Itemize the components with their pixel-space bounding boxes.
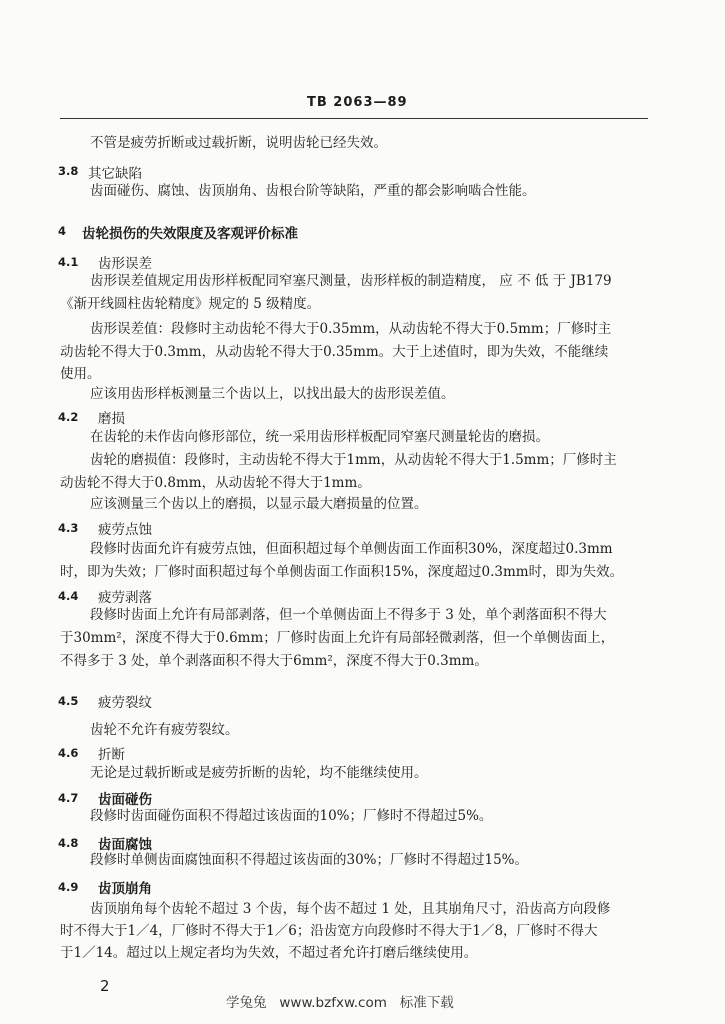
paragraph-line: 不得多于 3 处，单个剥落面积不得大于6mm²，深度不得大于0.3mm。 — [60, 653, 488, 669]
section-title: 磨损 — [98, 411, 125, 427]
section-title: 疲劳剥落 — [98, 590, 152, 606]
paragraph-line: 段修时齿面上允许有局部剥落，但一个单侧齿面上不得多于 3 处，单个剥落面积不得大 — [90, 607, 607, 623]
section-number: 3.8 — [58, 164, 79, 178]
paragraph-line: 《渐开线圆柱齿轮精度》规定的 5 级精度。 — [60, 296, 321, 312]
paragraph-line: 齿形误差值规定用齿形样板配同窄塞尺测量，齿形样板的制造精度， 应 不 低 于 JB179 — [90, 273, 612, 289]
paragraph-line: 应该用齿形样板测量三个齿以上，以找出最大的齿形误差值。 — [90, 386, 455, 402]
section-title: 齿顶崩角 — [98, 881, 152, 897]
paragraph-line: 无论是过载折断或是疲劳折断的齿轮，均不能继续使用。 — [90, 765, 428, 781]
paragraph-line: 段修时齿面碰伤面积不得超过该齿面的10%；厂修时不得超过5%。 — [90, 808, 493, 824]
paragraph-line: 段修时单侧齿面腐蚀面积不得超过该齿面的30%；厂修时不得超过15%。 — [90, 852, 529, 868]
paragraph-line: 动齿轮不得大于0.3mm，从动齿轮不得大于0.35mm。大于上述值时，即为失效，不能继续 — [60, 344, 609, 360]
section-title: 齿面腐蚀 — [98, 837, 152, 853]
section-title: 疲劳点蚀 — [98, 522, 152, 538]
section-title: 折断 — [98, 747, 125, 763]
section-title: 疲劳裂纹 — [98, 695, 152, 711]
document-number-header: TB 2063—89 — [307, 95, 408, 110]
paragraph-line: 齿轮不允许有疲劳裂纹。 — [90, 722, 239, 738]
section-number: 4.2 — [58, 410, 79, 424]
paragraph-line: 在齿轮的未作齿向修形部位，统一采用齿形样板配同窄塞尺测量轮齿的磨损。 — [90, 429, 549, 445]
paragraph-line: 齿轮的磨损值：段修时，主动齿轮不得大于1mm，从动齿轮不得大于1.5mm；厂修时主 — [90, 452, 617, 468]
paragraph-line: 动齿轮不得大于0.8mm，从动齿轮不得大于1mm。 — [60, 475, 371, 491]
section-number: 4.4 — [58, 589, 79, 603]
section-number: 4.7 — [58, 791, 79, 805]
section-number: 4.6 — [58, 746, 79, 760]
section-number: 4.8 — [58, 836, 79, 850]
paragraph-line: 于30mm²，深度不得大于0.6mm；厂修时齿面上允许有局部轻微剥落，但一个单侧齿面上， — [60, 630, 615, 646]
paragraph-line: 时不得大于1／4，厂修时不得大于1／6；沿齿宽方向段修时不得大于1／8，厂修时不得大 — [60, 923, 598, 939]
section-title: 其它缺陷 — [88, 166, 142, 182]
header-rule — [60, 118, 648, 119]
paragraph-line: 不管是疲劳折断或过载折断，说明齿轮已经失效。 — [90, 135, 387, 151]
paragraph-line: 时，即为失效；厂修时面积超过每个单侧齿面工作面积15%，深度超过0.3mm时，即为失效。 — [60, 564, 624, 580]
section-number: 4 — [58, 224, 67, 238]
section-title: 齿形误差 — [98, 256, 152, 272]
paragraph-line: 应该测量三个齿以上的磨损，以显示最大磨损量的位置。 — [90, 496, 428, 512]
section-number: 4.1 — [58, 255, 79, 269]
paragraph-line: 齿形误差值：段修时主动齿轮不得大于0.35mm，从动齿轮不得大于0.5mm；厂修时主 — [90, 321, 612, 337]
paragraph-line: 齿顶崩角每个齿轮不超过 3 个齿，每个齿不超过 1 处，且其崩角尺寸，沿齿高方向段修 — [90, 901, 611, 917]
section-number: 4.5 — [58, 694, 79, 708]
section-number: 4.9 — [58, 880, 79, 894]
page-number: 2 — [100, 977, 110, 995]
section-title: 齿轮损伤的失效限度及客观评价标准 — [82, 226, 298, 242]
paragraph-line: 段修时齿面允许有疲劳点蚀，但面积超过每个单侧齿面工作面积30%，深度超过0.3mm — [90, 541, 613, 557]
paragraph-line: 于1／14。超过以上规定者均为失效，不超过者允许打磨后继续使用。 — [60, 945, 478, 961]
section-title: 齿面碰伤 — [98, 792, 152, 808]
watermark-footer: 学兔兔 www.bzfxw.com 标准下载 — [226, 995, 454, 1011]
section-number: 4.3 — [58, 521, 79, 535]
paragraph-line: 使用。 — [60, 366, 101, 382]
paragraph-line: 齿面碰伤、腐蚀、齿顶崩角、齿根台阶等缺陷，严重的都会影响啮合性能。 — [90, 183, 536, 199]
